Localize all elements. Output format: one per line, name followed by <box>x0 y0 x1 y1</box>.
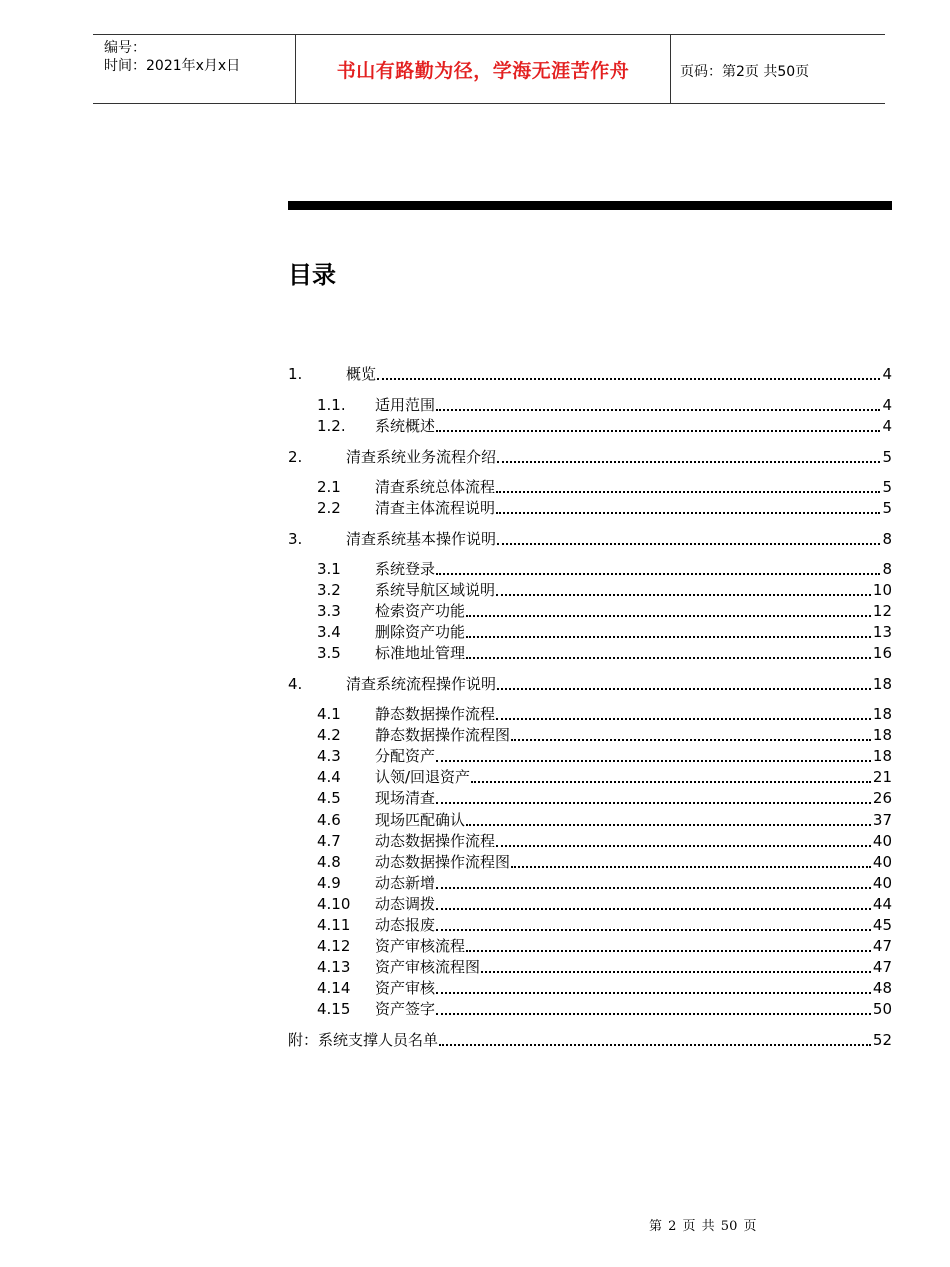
serial-label: 编号： <box>104 40 146 56</box>
toc-entry-number: 4.15 <box>317 1000 351 1018</box>
toc-entry-number: 3.4 <box>317 623 341 641</box>
header-meta-cell <box>93 35 296 103</box>
toc-entry-title: 系统导航区域说明 <box>375 581 496 599</box>
toc-entry-title: 资产审核流程 <box>375 937 466 955</box>
toc-entry[interactable] <box>288 1030 892 1051</box>
toc-entry-title: 附：系统支撑人员名单 <box>288 1031 439 1049</box>
toc-entry-title: 清查主体流程说明 <box>375 499 496 517</box>
toc-entry[interactable] <box>288 999 892 1020</box>
toc-entry-number: 3. <box>288 530 303 548</box>
toc-entry[interactable] <box>288 416 892 437</box>
toc-entry-page: 8 <box>882 560 892 578</box>
toc-entry[interactable] <box>288 622 892 643</box>
header-page-cell <box>671 35 885 103</box>
toc-entry-number: 4.11 <box>317 916 351 934</box>
toc-entry-number: 4.7 <box>317 832 341 850</box>
toc-entry-number: 3.3 <box>317 602 341 620</box>
toc-entry[interactable] <box>288 746 892 767</box>
toc-entry-page: 26 <box>872 789 892 807</box>
toc-entry-page: 48 <box>872 979 892 997</box>
toc-entry[interactable] <box>288 498 892 519</box>
toc-entry-number: 4.13 <box>317 958 351 976</box>
toc-entry-number: 3.1 <box>317 560 341 578</box>
toc-entry-title: 动态数据操作流程图 <box>375 853 511 871</box>
toc-entry-number: 4.12 <box>317 937 351 955</box>
toc-entry-number: 1.2. <box>317 417 346 435</box>
toc-entry-page: 21 <box>872 768 892 786</box>
toc-entry-title: 静态数据操作流程图 <box>375 726 511 744</box>
toc-entry-number: 4.5 <box>317 789 341 807</box>
toc-entry-page: 18 <box>872 675 892 693</box>
toc-entry-page: 40 <box>872 832 892 850</box>
toc-dot-leader <box>436 929 871 931</box>
toc-entry-page: 47 <box>872 937 892 955</box>
toc-entry[interactable] <box>288 810 892 831</box>
toc-entry-title: 删除资产功能 <box>375 623 466 641</box>
toc-entry-page: 47 <box>872 958 892 976</box>
toc-dot-leader <box>481 971 871 973</box>
toc-entry[interactable] <box>288 447 892 468</box>
toc-entry-page: 5 <box>882 448 892 466</box>
header-page-info: 页码：第2页 共50页 <box>680 64 810 80</box>
toc-entry-page: 44 <box>872 895 892 913</box>
toc-entry-number: 4.8 <box>317 853 341 871</box>
toc-entry-page: 5 <box>882 478 892 496</box>
page-header <box>93 34 885 104</box>
toc-entry-number: 4.6 <box>317 811 341 829</box>
toc-dot-leader <box>436 992 871 994</box>
toc-entry-page: 40 <box>872 853 892 871</box>
toc-entry[interactable] <box>288 894 892 915</box>
toc-entry-title: 分配资产 <box>375 747 436 765</box>
toc-entry-title: 动态报废 <box>375 916 436 934</box>
toc-entry-title: 静态数据操作流程 <box>375 705 496 723</box>
toc-entry[interactable] <box>288 529 892 550</box>
toc-entry-title: 动态调拨 <box>375 895 436 913</box>
toc-entry-title: 清查系统业务流程介绍 <box>346 448 497 466</box>
toc-dot-leader <box>511 739 871 741</box>
toc-entry[interactable] <box>288 767 892 788</box>
toc-entry-number: 4.9 <box>317 874 341 892</box>
toc-entry[interactable] <box>288 978 892 999</box>
header-motto: 书山有路勤为径，学海无涯苦作舟 <box>336 60 630 82</box>
toc-dot-leader <box>496 594 871 596</box>
toc-dot-leader <box>436 409 880 411</box>
toc-entry-title: 动态数据操作流程 <box>375 832 496 850</box>
title-rule <box>288 201 892 210</box>
toc-dot-leader <box>439 1044 871 1046</box>
toc-entry-number: 3.5 <box>317 644 341 662</box>
toc-entry-title: 适用范围 <box>375 396 436 414</box>
page-footer: 第 2 页 共 50 页 <box>649 1219 757 1234</box>
toc-entry-number: 4.3 <box>317 747 341 765</box>
toc-entry-page: 4 <box>882 396 892 414</box>
toc-entry-page: 18 <box>872 726 892 744</box>
toc-entry-page: 37 <box>872 811 892 829</box>
toc-entry-page: 10 <box>872 581 892 599</box>
toc-entry-number: 1. <box>288 365 303 383</box>
toc-entry-title: 概览 <box>346 365 377 383</box>
toc-entry-page: 18 <box>872 747 892 765</box>
time-label: 时间：2021年x月x日 <box>104 58 241 74</box>
toc-entry[interactable] <box>288 873 892 894</box>
toc-dot-leader <box>497 543 880 545</box>
toc-entry[interactable] <box>288 364 892 385</box>
toc-dot-leader <box>497 461 880 463</box>
toc-entry-title: 系统概述 <box>375 417 436 435</box>
toc-dot-leader <box>511 866 871 868</box>
toc-entry[interactable] <box>288 936 892 957</box>
toc-entry-page: 5 <box>882 499 892 517</box>
toc-entry-title: 检索资产功能 <box>375 602 466 620</box>
toc-entry[interactable] <box>288 704 892 725</box>
toc-entry-title: 资产审核流程图 <box>375 958 481 976</box>
toc-dot-leader <box>436 430 880 432</box>
toc-entry[interactable] <box>288 831 892 852</box>
toc-entry-number: 1.1. <box>317 396 346 414</box>
toc-dot-leader <box>471 781 871 783</box>
toc-dot-leader <box>496 718 871 720</box>
toc-entry[interactable] <box>288 915 892 936</box>
toc-entry[interactable] <box>288 601 892 622</box>
header-motto-cell <box>296 35 671 103</box>
toc-entry-title: 清查系统总体流程 <box>375 478 496 496</box>
toc-entry-title: 认领/回退资产 <box>375 768 471 786</box>
toc-entry-title: 现场清查 <box>375 789 436 807</box>
toc-dot-leader <box>436 802 871 804</box>
toc-entry[interactable] <box>288 477 892 498</box>
toc-entry-page: 4 <box>882 365 892 383</box>
toc-entry[interactable] <box>288 788 892 809</box>
toc-entry-number: 2. <box>288 448 303 466</box>
toc-dot-leader <box>436 887 871 889</box>
toc-entry[interactable] <box>288 852 892 873</box>
toc-entry-page: 8 <box>882 530 892 548</box>
toc-entry-title: 资产签字 <box>375 1000 436 1018</box>
toc-entry-number: 4.10 <box>317 895 351 913</box>
toc-dot-leader <box>466 824 871 826</box>
toc-entry-title: 标准地址管理 <box>375 644 466 662</box>
toc-dot-leader <box>466 657 871 659</box>
toc-dot-leader <box>436 908 871 910</box>
toc-entry-title: 资产审核 <box>375 979 436 997</box>
toc-entry-title: 清查系统流程操作说明 <box>346 675 497 693</box>
toc-entry-page: 50 <box>872 1000 892 1018</box>
toc-dot-leader <box>436 1013 871 1015</box>
toc-entry-title: 清查系统基本操作说明 <box>346 530 497 548</box>
toc-entry-number: 4.1 <box>317 705 341 723</box>
toc-dot-leader <box>466 615 871 617</box>
toc-dot-leader <box>436 573 880 575</box>
toc-entry-page: 40 <box>872 874 892 892</box>
toc-entry-page: 13 <box>872 623 892 641</box>
toc-entry[interactable] <box>288 725 892 746</box>
toc-dot-leader <box>496 845 871 847</box>
toc-dot-leader <box>466 636 871 638</box>
toc-entry-number: 4. <box>288 675 303 693</box>
toc-title: 目录 <box>288 261 336 289</box>
toc-entry-page: 52 <box>872 1031 892 1049</box>
toc-entry-page: 18 <box>872 705 892 723</box>
toc-entry-page: 12 <box>872 602 892 620</box>
toc-entry[interactable] <box>288 957 892 978</box>
toc-entry-title: 现场匹配确认 <box>375 811 466 829</box>
toc-dot-leader <box>496 512 880 514</box>
toc-dot-leader <box>436 760 871 762</box>
toc-entry-number: 4.14 <box>317 979 351 997</box>
toc-entry[interactable] <box>288 643 892 664</box>
toc-entry[interactable] <box>288 559 892 580</box>
toc-entry[interactable] <box>288 674 892 695</box>
toc-entry-number: 2.1 <box>317 478 341 496</box>
toc-dot-leader <box>496 491 880 493</box>
toc-entry[interactable] <box>288 395 892 416</box>
toc-entry-title: 系统登录 <box>375 560 436 578</box>
toc-entry-number: 2.2 <box>317 499 341 517</box>
toc-dot-leader <box>497 688 871 690</box>
toc-entry-number: 4.2 <box>317 726 341 744</box>
toc-entry-title: 动态新增 <box>375 874 436 892</box>
toc-entry-number: 4.4 <box>317 768 341 786</box>
toc-entry-page: 16 <box>872 644 892 662</box>
toc-entry[interactable] <box>288 580 892 601</box>
toc-dot-leader <box>377 378 880 380</box>
toc-entry-page: 4 <box>882 417 892 435</box>
toc-dot-leader <box>466 950 871 952</box>
toc-entry-number: 3.2 <box>317 581 341 599</box>
toc-entry-page: 45 <box>872 916 892 934</box>
